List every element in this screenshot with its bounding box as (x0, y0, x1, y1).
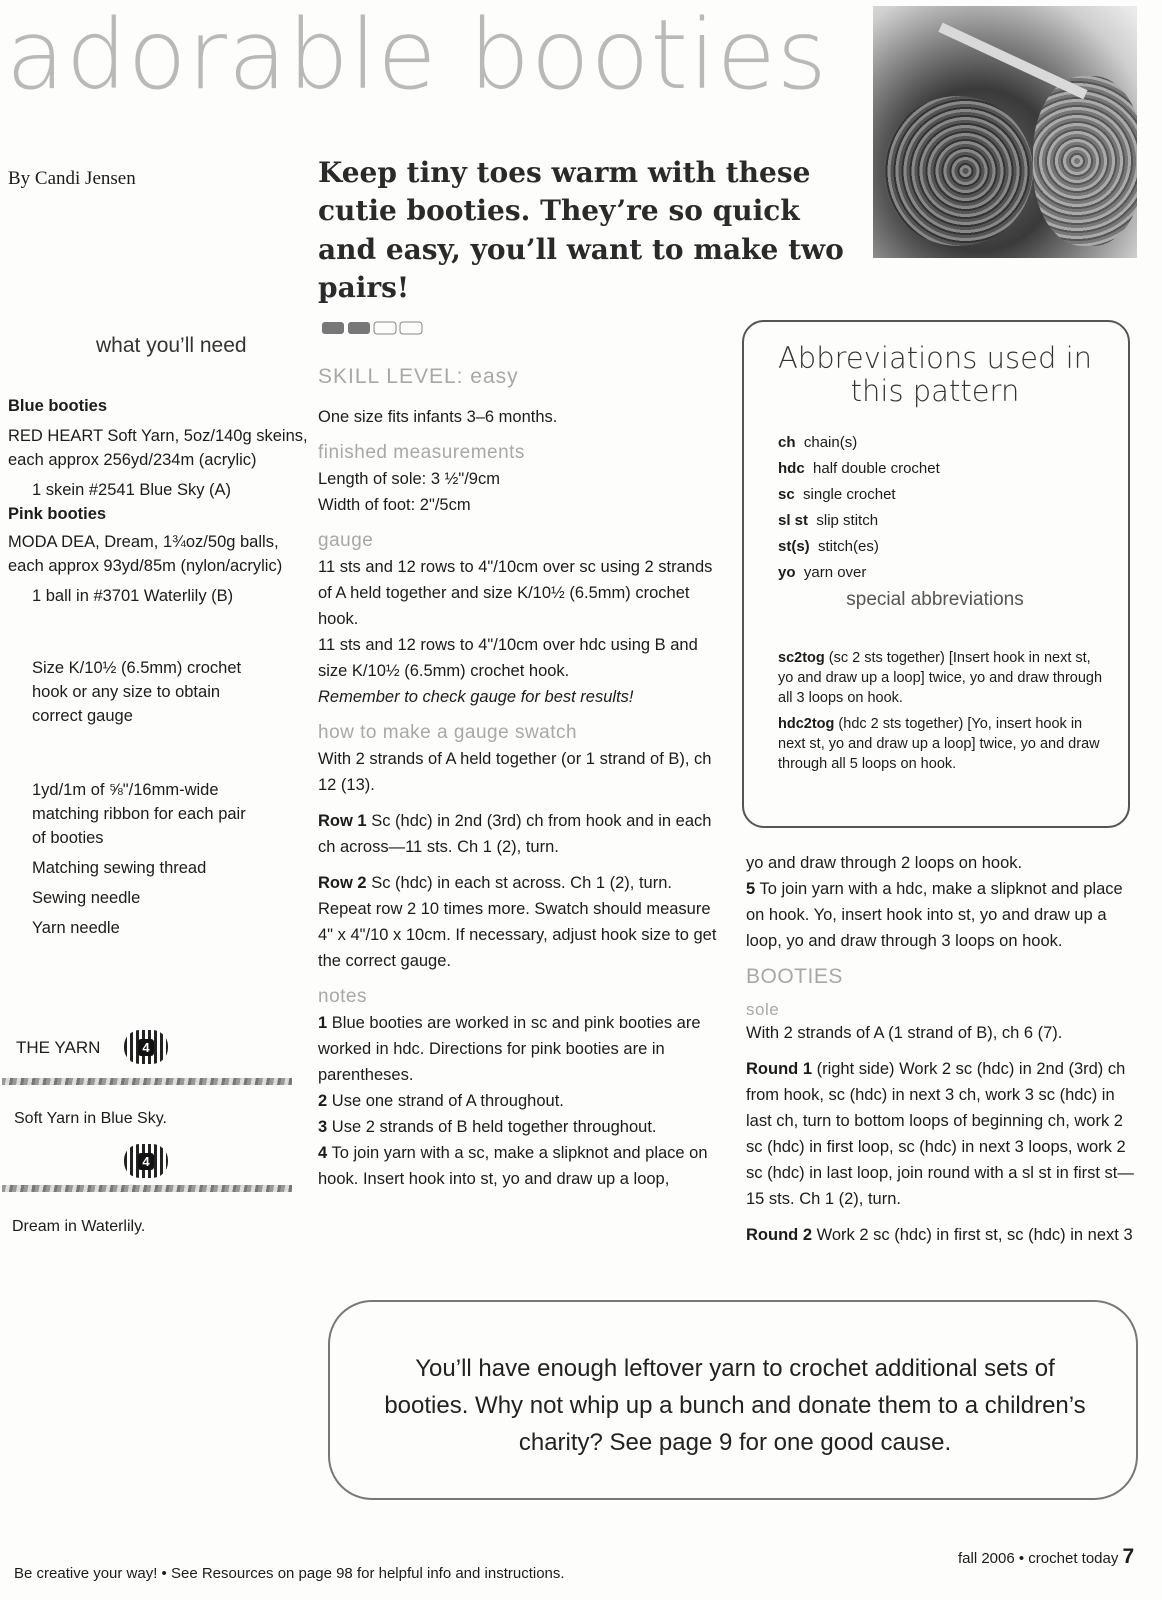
abbr-key: sl st (778, 512, 809, 529)
blue-yarn-strand (2, 1078, 292, 1085)
sole-length: Length of sole: 3 ½"/9cm (318, 470, 500, 488)
note-4-text: To join yarn with a sc, make a slipknot and place on hook. Insert hook into st, yo and draw up a loop, (318, 1144, 708, 1188)
row-2-text: Sc (hdc) in each st across. Ch 1 (2), turn. Repeat row 2 10 times more. Swatch should measure 4" x 4"/10 x 10cm. If necessary, adjust hook size to get the correct gauge. (318, 874, 717, 970)
booties-heading: BOOTIES (746, 965, 843, 988)
sc2tog-entry (778, 648, 1108, 708)
note-1-text: Blue booties are worked in sc and pink booties are worked in hdc. Directions for pink booties are in parentheses. (318, 1014, 701, 1084)
round-2-label: Round 2 (746, 1226, 812, 1244)
note-5: 5 To join yarn with a hdc, make a slipknot and place on hook. Yo, insert hook into st, yo and draw up a loop, yo and draw through 3 loops on hook. (746, 880, 1123, 950)
yarn-weight-number: 4 (138, 1153, 153, 1170)
yarn-caption-pink: Dream in Waterlily. (12, 1218, 146, 1235)
skill-level: SKILL LEVEL: easy (318, 365, 519, 388)
abbr-item (778, 534, 1108, 560)
ribbon-text: 1yd/1m of ⅝"/16mm-wide matching ribbon for each pair of booties (32, 781, 246, 847)
hdc2tog-entry (778, 714, 1108, 774)
note-3: 3 Use 2 strands of B held together throughout. (318, 1118, 657, 1136)
round-1-text: (right side) Work 2 sc (hdc) in 2nd (3rd) ch from hook, sc (hdc) in next 3 ch, work 3 sc (hdc) in last ch, turn to bottom loops of beginning ch, work 2 sc (hdc) in first loop, sc (hdc) in next 3 loops, work 2 sc (hdc) in last loop, join round with a sl st in first st—15 sts. Ch 1 (2), turn. (746, 1060, 1134, 1208)
intro-text: Keep tiny toes warm with these cutie booties. They’re so quick and easy, you’ll want to make two pairs! (318, 156, 844, 305)
finished-measurements-heading: finished measurements (318, 442, 525, 463)
abbr-key: yo (778, 564, 796, 581)
sewing-needle-text: Sewing needle (32, 889, 141, 907)
yarn-needle-text: Yarn needle (32, 919, 120, 937)
abbr-item (778, 430, 1108, 456)
abbr-key: sc (778, 486, 795, 503)
sc2tog-value: (sc 2 sts together) [Insert hook in next st, yo and draw up a loop] twice, yo and draw through all 3 loops on hook. (778, 650, 1103, 706)
hook-text: Size K/10½ (6.5mm) crochet hook or any size to obtain correct gauge (32, 659, 242, 725)
blue-yarn-text: RED HEART Soft Yarn, 5oz/140g skeins, each approx 256yd/234m (acrylic) (8, 427, 308, 469)
note-2: 2 Use one strand of A throughout. (318, 1092, 564, 1110)
sc2tog-key: sc2tog (778, 650, 825, 666)
blue-yarn-qty: 1 skein #2541 Blue Sky (A) (32, 481, 232, 499)
charity-callout-text: You’ll have enough leftover yarn to crochet additional sets of booties. Why not whip up a bunch and donate them to a children’s charity? See page 9 for one good cause. (384, 1355, 1086, 1456)
abbreviations-list (778, 430, 1108, 586)
page-title: adorable booties (6, 0, 828, 111)
round-2 (746, 1222, 1141, 1248)
abbr-key: st(s) (778, 538, 810, 555)
yarn-caption-blue: Soft Yarn in Blue Sky. (14, 1110, 167, 1127)
abbr-key: hdc (778, 460, 805, 477)
gauge-heading: gauge (318, 530, 374, 551)
size-text: One size fits infants 3–6 months. (318, 408, 558, 426)
foot-width: Width of foot: 2"/5cm (318, 496, 471, 514)
bootie-image-left (883, 96, 1033, 246)
note-5-text: To join yarn with a hdc, make a slipknot and place on hook. Yo, insert hook into st, yo and draw up a loop, yo and draw through 3 loops on hook. (746, 880, 1123, 950)
swatch-heading: how to make a gauge swatch (318, 722, 578, 743)
abbr-item (778, 560, 1108, 586)
bootie-image-right (1033, 76, 1137, 246)
skill-level-icon (322, 320, 432, 336)
yarn-weight-icon (124, 1030, 168, 1064)
sole-start: With 2 strands of A (1 strand of B), ch 6 (7). (746, 1024, 1063, 1042)
abbreviations-heading: Abbreviations used in this pattern (777, 341, 1093, 408)
thread-text: Matching sewing thread (32, 859, 207, 877)
yarn-weight-number: 4 (138, 1039, 153, 1056)
hdc2tog-key: hdc2tog (778, 716, 835, 732)
the-yarn-heading: THE YARN (16, 1038, 101, 1057)
sole-heading: sole (746, 1000, 780, 1019)
abbr-item (778, 456, 1108, 482)
yarn-weight-icon (124, 1144, 168, 1178)
gauge-text-2: 11 sts and 12 rows to 4"/10cm over hdc using B and size K/10½ (6.5mm) crochet hook. (318, 636, 698, 680)
abbr-value: half double crochet (813, 460, 940, 477)
hdc2tog-value: (hdc 2 sts together) [Yo, insert hook in next st, yo and draw up a loop] twice, yo and draw through all 5 loops on hook. (778, 716, 1100, 772)
ribbon-image (938, 23, 1087, 100)
instructions-column (746, 850, 1141, 1248)
note-4-continued: yo and draw through 2 loops on hook. (746, 854, 1023, 872)
footer-tagline: Be creative your way! • See Resources on page 98 for helpful info and instructions. (14, 1565, 565, 1582)
note-3-text: Use 2 strands of B held together throughout. (331, 1118, 657, 1136)
row-1-text: Sc (hdc) in 2nd (3rd) ch from hook and in each ch across—11 sts. Ch 1 (2), turn. (318, 812, 712, 856)
row-1-label: Row 1 (318, 812, 367, 830)
page-number: 7 (1122, 1545, 1135, 1568)
gauge-reminder: Remember to check gauge for best results! (318, 688, 634, 706)
round-1 (746, 1056, 1141, 1212)
abbr-item (778, 508, 1108, 534)
pink-booties-heading: Pink booties (8, 505, 107, 523)
note-1: 1 Blue booties are worked in sc and pink booties are worked in hdc. Directions for pink booties are in parentheses. (318, 1014, 701, 1084)
gauge-text-1: 11 sts and 12 rows to 4"/10cm over sc using 2 strands of A held together and size K/10½ (6.5mm) crochet hook. (318, 558, 713, 628)
materials-list (8, 394, 308, 940)
pink-yarn-text: MODA DEA, Dream, 1¾oz/50g balls, each approx 93yd/85m (nylon/acrylic) (8, 533, 283, 575)
footer-issue-text: fall 2006 • crochet today (958, 1550, 1119, 1567)
pink-yarn-qty: 1 ball in #3701 Waterlily (B) (32, 587, 234, 605)
round-2-text: Work 2 sc (hdc) in first st, sc (hdc) in next 3 (816, 1226, 1133, 1244)
byline: By Candi Jensen (8, 168, 136, 189)
row-2-label: Row 2 (318, 874, 367, 892)
what-youll-need-heading: what you’ll need (96, 334, 247, 357)
abbr-value: chain(s) (803, 434, 858, 451)
special-abbreviations-list (778, 648, 1108, 780)
note-2-text: Use one strand of A throughout. (331, 1092, 564, 1110)
abbr-item (778, 482, 1108, 508)
footer-issue (958, 1545, 1134, 1569)
blue-booties-heading: Blue booties (8, 397, 108, 415)
pattern-details-column (318, 364, 718, 1192)
row-1 (318, 808, 718, 860)
abbr-value: single crochet (803, 486, 896, 503)
abbr-key: ch (778, 434, 796, 451)
swatch-text: With 2 strands of A held together (or 1 strand of B), ch 12 (13). (318, 750, 712, 794)
pink-yarn-strand (2, 1185, 292, 1192)
abbr-value: yarn over (803, 564, 867, 581)
abbr-value: slip stitch (816, 512, 879, 529)
row-2 (318, 870, 718, 974)
round-1-label: Round 1 (746, 1060, 812, 1078)
special-abbreviations-heading: special abbreviations (846, 589, 1024, 610)
notes-heading: notes (318, 986, 367, 1007)
note-4: 4 To join yarn with a sc, make a slipknot and place on hook. Insert hook into st, yo and draw up a loop, (318, 1144, 708, 1188)
abbr-value: stitch(es) (818, 538, 879, 555)
booties-photo (873, 6, 1137, 258)
